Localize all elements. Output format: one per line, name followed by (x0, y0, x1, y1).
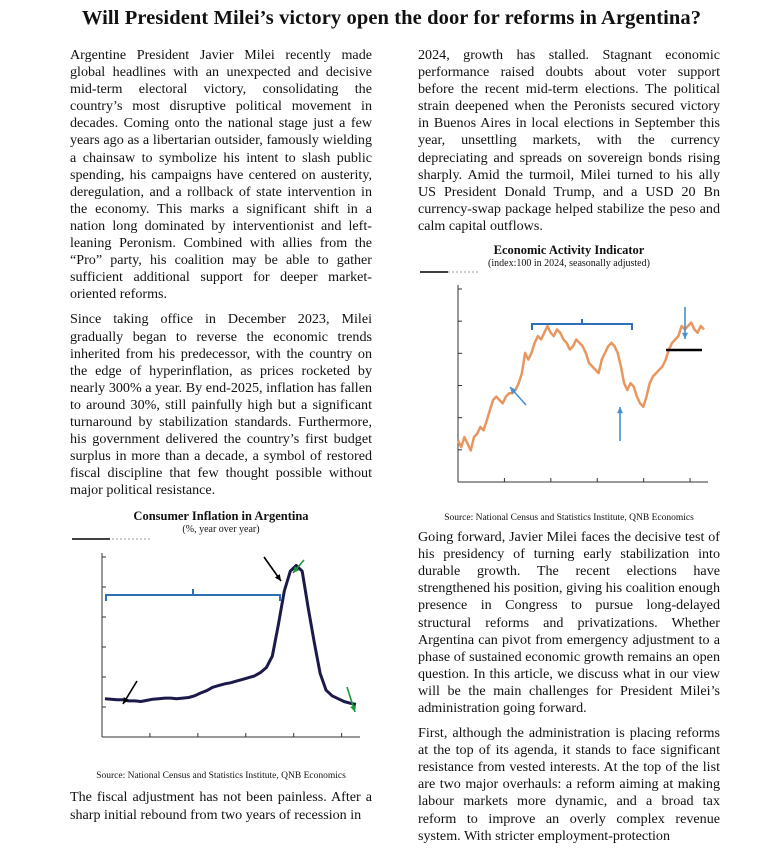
article-title: Will President Milei’s victory open the door for reforms in Argentina? (0, 7, 783, 30)
paragraph-intro: Argentine President Javier Milei recently made global headlines with an unexpected and decisive mid-term electoral victory, consolidating the country’s most disruptive political movement in decades. Coming onto the national stage just a few years ago as a libertarian outsider, famously wielding a chainsaw to symbolize his intent to slash public spending, his campaigns have centered on austerity, deregulation, and a rollback of state intervention in the economy. This marks a significant shift in a nation long dominated by interventionist and left-leaning Peronism. Combined with allies from the “Pro” party, his coalition may be able to gather sufficient additional support for deeper market-oriented reforms. (70, 47, 372, 303)
paragraph-going-forward: Going forward, Javier Milei faces the decisive test of his presidency of turning early stabilization into durable growth. The recent elections have strengthened his position, giving his coalition enough presence in Congress to pursue long-delayed structural reforms and privatizations. Whether Argentina can pivot from emergency adjustment to a phase of sustained economic growth remains an open question. In this article, we discuss what in our view will be the main challenges for President Milei’s administration going forward. (418, 529, 720, 717)
inflation-series-line (105, 566, 356, 705)
activity-chart-source: Source: National Census and Statistics Institute, QNB Economics (418, 513, 720, 523)
activity-chart-figure (418, 243, 720, 523)
activity-arrow-recent-head (682, 333, 688, 339)
activity-arrow-trough-head (617, 407, 623, 413)
activity-chart (418, 269, 720, 509)
activity-series-line (458, 323, 704, 451)
paragraph-since-taking-office: Since taking office in December 2023, Milei gradually began to reverse the economic trends inherited from his predecessor, with the country on the edge of hyperinflation, as prices rocketed by nearly 300% a year. By end-2025, inflation has fallen to around 30%, still painfully high but a significant turnaround by stabilization standards. Furthermore, his government delivered the country’s first budget surplus in more than a decade, a symbol of restored fiscal discipline that few thought possible without major political resistance. (70, 311, 372, 499)
inflation-chart-source: Source: National Census and Statistics Institute, QNB Economics (70, 771, 372, 781)
left-column (70, 47, 372, 832)
inflation-chart-subtitle: (%, year over year) (70, 524, 372, 535)
inflation-period-bracket (106, 589, 280, 601)
paragraph-fiscal-adjustment: The fiscal adjustment has not been painless. After a sharp initial rebound from two years of recession in (70, 789, 372, 823)
paragraph-growth-stalled: 2024, growth has stalled. Stagnant economic performance raised doubts about voter support before the recent mid-term elections. The political strain deepened when the Peronists secured victory in Buenos Aires in local elections in September this year, unsettling markets, with the currency depreciating and spreads on sovereign bonds rising sharply. Amid the turmoil, Milei turned to his ally US President Donald Trump, and a USD 20 Bn currency-swap package helped stabilize the peso and calm capital outflows. (418, 47, 720, 235)
activity-chart-subtitle: (index:100 in 2024, seasonally adjusted) (418, 258, 720, 269)
inflation-arrow-peak-black-head (275, 575, 281, 582)
inflation-chart (70, 535, 372, 767)
paragraph-first-reforms: First, although the administration is placing reforms at the top of its agenda, it stands to face significant resistance from vested interests. At the top of the list are two major overhauls: a reform aiming at making labour markets more dynamic, and a broad tax reform to improve an overly complex revenue system. With stricter employment-protection (418, 725, 720, 845)
inflation-chart-title: Consumer Inflation in Argentina (70, 509, 372, 524)
right-column (418, 47, 720, 853)
activity-chart-title: Economic Activity Indicator (418, 243, 720, 258)
inflation-chart-figure (70, 509, 372, 781)
inflation-arrow-end-green-head (350, 706, 356, 713)
